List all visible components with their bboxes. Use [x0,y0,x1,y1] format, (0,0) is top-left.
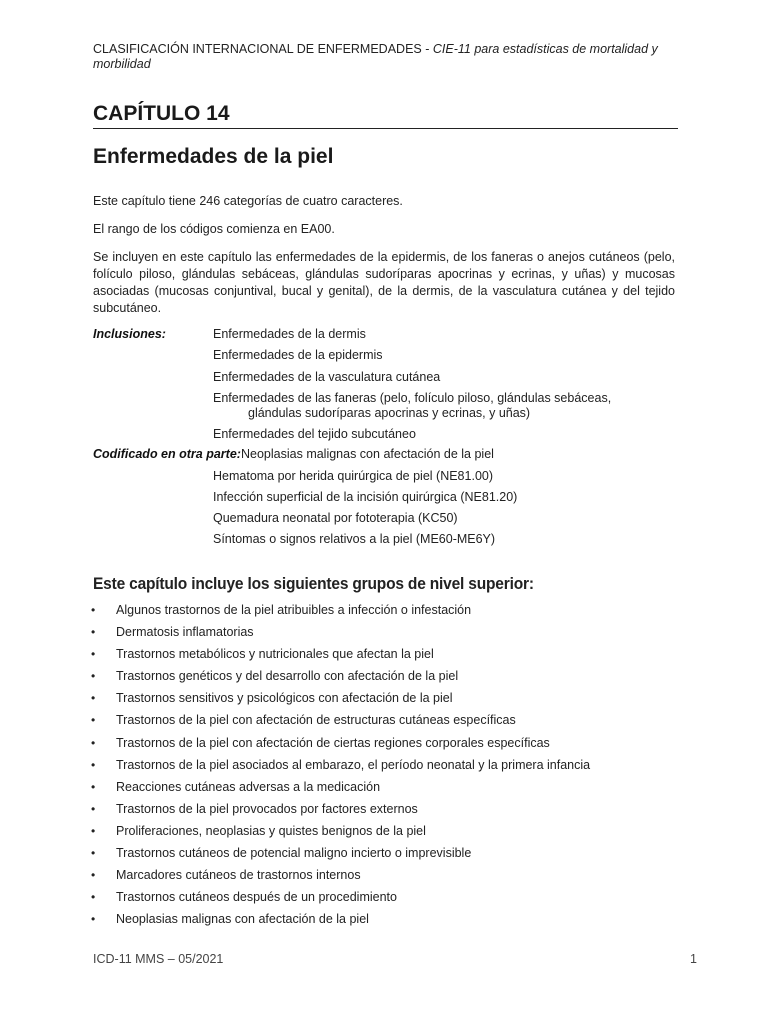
intro-range: El rango de los códigos comienza en EA00. [93,222,335,236]
list-item-text: Trastornos sensitivos y psicológicos con afectación de la piel [116,691,453,705]
coded-elsewhere-label: Codificado en otra parte: [93,447,241,461]
list-item-text: Trastornos de la piel con afectación de estructuras cutáneas específicas [116,713,516,727]
bullet-icon: • [91,647,96,661]
list-item-text: Proliferaciones, neoplasias y quistes benignos de la piel [116,824,426,838]
intro-categories: Este capítulo tiene 246 categorías de cuatro caracteres. [93,194,403,208]
bullet-icon: • [91,625,96,639]
coded-elsewhere-item: Hematoma por herida quirúrgica de piel (NE81.00) [213,469,494,483]
page-number: 1 [690,952,697,966]
list-item-text: Trastornos cutáneos después de un procedimiento [116,890,397,904]
bullet-icon: • [91,691,96,705]
bullet-icon: • [91,912,96,926]
list-item-text: Neoplasias malignas con afectación de la piel [116,912,369,926]
bullet-icon: • [91,846,96,860]
inclusion-item [213,391,683,421]
bullet-icon: • [91,758,96,772]
bullet-icon: • [91,802,96,816]
list-item-text: Trastornos de la piel con afectación de ciertas regiones corporales específicas [116,736,550,750]
coded-elsewhere-item: Síntomas o signos relativos a la piel (ME60-ME6Y) [213,532,496,546]
list-item-text: Trastornos de la piel asociados al embarazo, el período neonatal y la primera infancia [116,758,591,772]
bullet-icon: • [91,868,96,882]
running-header-title: CLASIFICACIÓN INTERNACIONAL DE ENFERMEDADES - [93,42,433,56]
bullet-icon: • [91,713,96,727]
chapter-number: CAPÍTULO 14 [93,102,230,125]
list-item-text: Dermatosis inflamatorias [116,625,254,639]
groups-heading: Este capítulo incluye los siguientes grupos de nivel superior: [93,575,534,593]
list-item-text: Trastornos genéticos y del desarrollo con afectación de la piel [116,669,459,683]
coded-elsewhere-item: Infección superficial de la incisión quirúrgica (NE81.20) [213,490,518,504]
coded-elsewhere-item: Quemadura neonatal por fototerapia (KC50) [213,511,458,525]
bullet-icon: • [91,736,96,750]
list-item-text: Trastornos de la piel provocados por factores externos [116,802,418,816]
inclusion-item: Enfermedades del tejido subcutáneo [213,427,416,441]
inclusions-label: Inclusiones: [93,327,166,341]
list-item-text: Marcadores cutáneos de trastornos internos [116,868,361,882]
inclusion-item: Enfermedades de la epidermis [213,348,383,362]
list-item-text: Reacciones cutáneas adversas a la medicación [116,780,381,794]
inclusion-item-continuation: glándulas sudoríparas apocrinas y ecrinas, y uñas) [248,406,531,420]
inclusion-item: Enfermedades de la vasculatura cutánea [213,370,441,384]
coded-elsewhere-item: Neoplasias malignas con afectación de la piel [241,447,494,461]
list-item-text: Trastornos cutáneos de potencial maligno incierto o imprevisible [116,846,472,860]
bullet-icon: • [91,669,96,683]
list-item-text: Trastornos metabólicos y nutricionales que afectan la piel [116,647,434,661]
list-item-text: Algunos trastornos de la piel atribuibles a infección o infestación [116,603,472,617]
bullet-icon: • [91,603,96,617]
inclusion-item-line: Enfermedades de las faneras (pelo, folículo piloso, glándulas sebáceas, [213,391,612,405]
running-header-subtitle: CIE-11 para estadísticas de mortalidad y morbilidad [93,42,658,71]
intro-scope: Se incluyen en este capítulo las enfermedades de la epidermis, de los faneras o anejos cutáneos (pelo, folículo piloso, glándulas sebáceas, glándulas sudoríparas apocrinas y ecrinas, y uñas) y mucosas asociadas (mucosas conjuntival, bucal y genital), de la dermis, de la vasculatura cutánea y del tejido subcutáneo. [93,250,675,315]
bullet-icon: • [91,890,96,904]
chapter-title: Enfermedades de la piel [93,145,334,168]
footer-version: ICD-11 MMS – 05/2021 [93,952,224,966]
title-divider [93,128,678,129]
bullet-icon: • [91,780,96,794]
running-header [93,42,683,72]
inclusion-item: Enfermedades de la dermis [213,327,366,341]
bullet-icon: • [91,824,96,838]
